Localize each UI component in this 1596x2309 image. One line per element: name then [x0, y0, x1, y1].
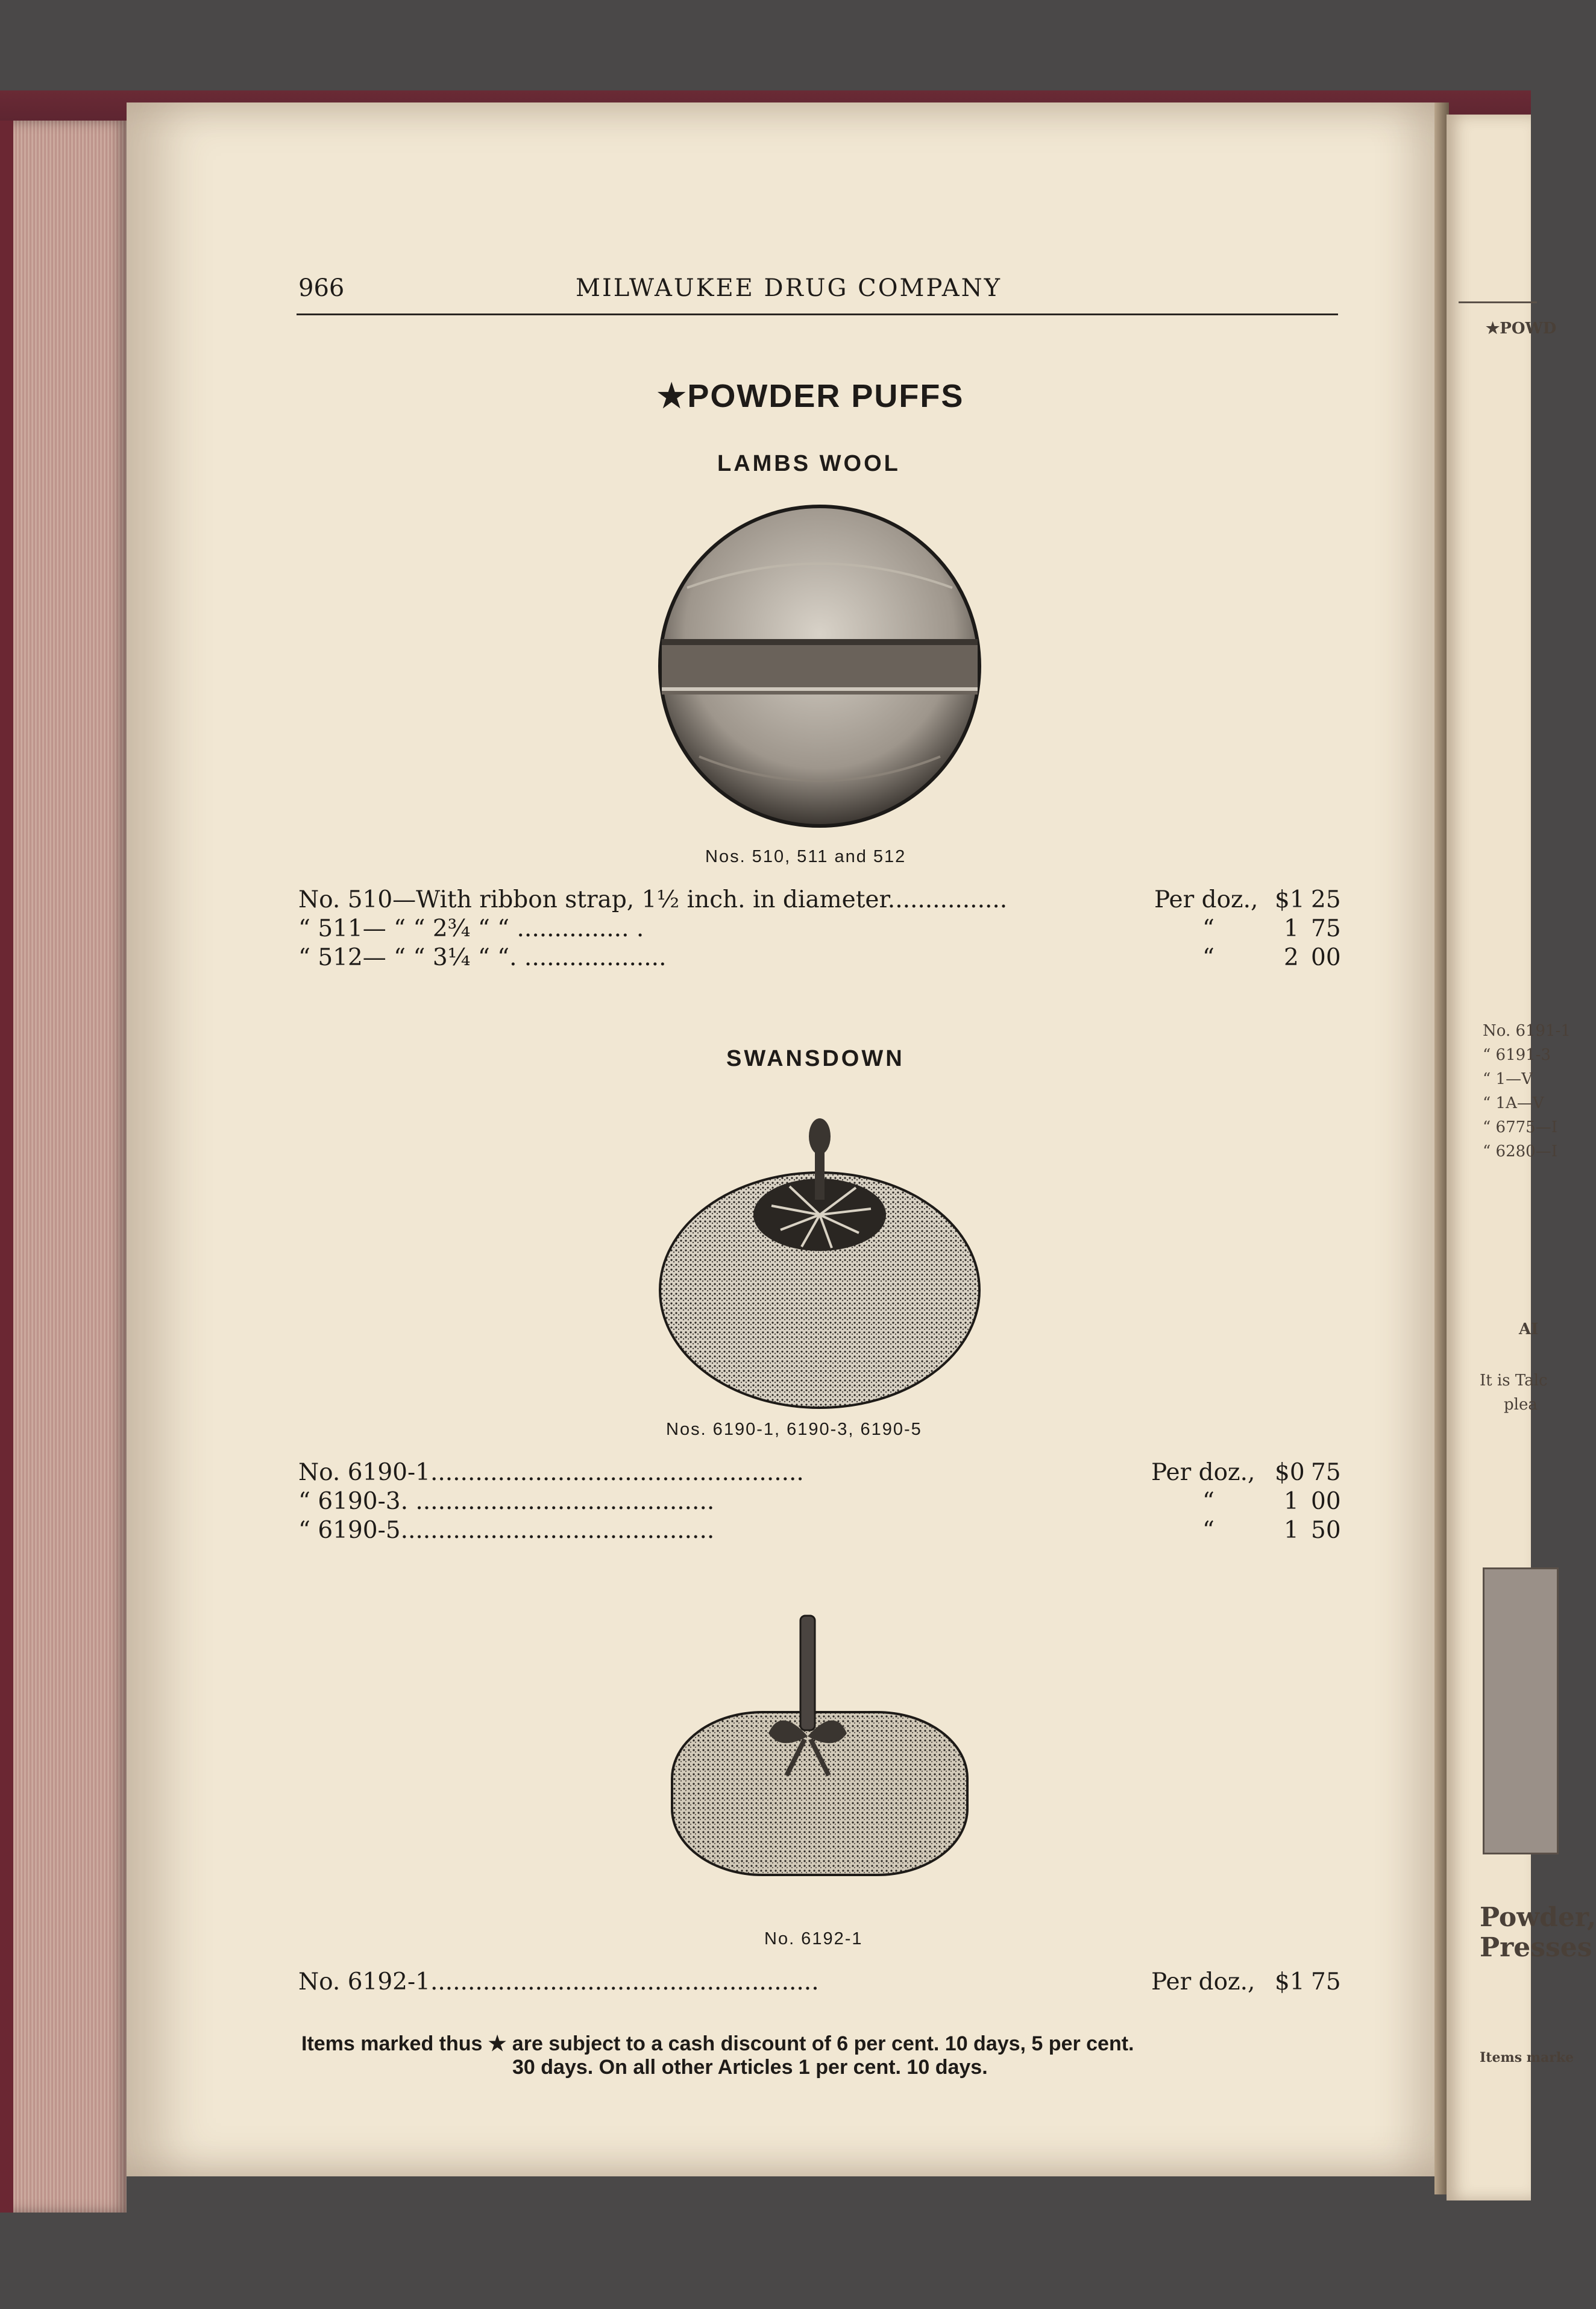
price-unit: Per doz.,	[1154, 886, 1258, 913]
adjacent-photo	[1483, 1567, 1559, 1854]
price-dollars: $1	[1275, 1968, 1305, 1996]
item-description: No. 6192-1....................................................	[298, 1968, 819, 1996]
adjacent-heading: Presses	[1480, 1932, 1592, 1963]
adjacent-page	[1447, 115, 1596, 2200]
price-unit: “	[1202, 1488, 1214, 1515]
price-row	[298, 1968, 1341, 1997]
adjacent-header-rule	[1459, 301, 1537, 303]
caption-6192: No. 6192-1	[764, 1929, 863, 1948]
adjacent-list-item: “ 1A—V	[1483, 1094, 1544, 1112]
item-description: “ 6190-5..........................................	[298, 1517, 715, 1544]
price-dollars: $1	[1275, 886, 1305, 913]
price-row	[298, 1488, 1341, 1517]
price-cents: 00	[1311, 944, 1341, 971]
adjacent-list-item: “ 6280—I	[1483, 1142, 1557, 1161]
price-cents: 25	[1311, 886, 1341, 913]
adjacent-list-item: No. 6191-1	[1483, 1022, 1571, 1040]
price-dollars: 2	[1284, 944, 1299, 971]
running-header: MILWAUKEE DRUG COMPANY	[576, 274, 1002, 302]
price-cents: 75	[1311, 1968, 1341, 1996]
price-row	[298, 944, 1341, 973]
subtitle-lambs-wool: LAMBS WOOL	[717, 451, 900, 476]
caption-lambs-wool: Nos. 510, 511 and 512	[705, 847, 906, 866]
lambs-wool-puff-illustration-icon	[651, 503, 988, 829]
price-unit: “	[1202, 915, 1214, 942]
item-description: No. 510—With ribbon strap, 1½ inch. in diameter................	[298, 886, 1008, 913]
adjacent-list-item: “ 1—V	[1483, 1070, 1533, 1088]
swansdown-puff-with-bow-handle-illustration-icon	[663, 1604, 976, 1905]
price-dollars: $0	[1275, 1459, 1305, 1486]
price-cents: 75	[1311, 915, 1341, 942]
adjacent-side-text: It is Talc	[1480, 1372, 1548, 1390]
section-title: ★POWDER PUFFS	[657, 378, 964, 414]
header-rule	[297, 313, 1338, 315]
adjacent-list-item: “ 6775—I	[1483, 1118, 1557, 1136]
price-dollars: 1	[1284, 915, 1299, 942]
price-unit: Per doz.,	[1151, 1459, 1255, 1486]
price-dollars: 1	[1284, 1517, 1299, 1544]
adjacent-side-text: plea	[1504, 1396, 1538, 1414]
price-dollars: 1	[1284, 1488, 1299, 1515]
subtitle-swansdown: SWANSDOWN	[726, 1046, 905, 1071]
price-cents: 75	[1311, 1459, 1341, 1486]
page-edges	[0, 121, 127, 2213]
price-row	[298, 915, 1341, 944]
swansdown-puff-with-knob-illustration-icon	[651, 1109, 988, 1411]
adjacent-list-item: “ 6191-3	[1483, 1046, 1551, 1064]
adjacent-note: Items marke	[1480, 2050, 1574, 2065]
price-unit: “	[1202, 944, 1214, 971]
adjacent-heading: Powder,	[1480, 1902, 1596, 1933]
page-number: 966	[298, 274, 345, 302]
item-description: No. 6190-1..................................................	[298, 1459, 804, 1486]
discount-note-line-2: 30 days. On all other Articles 1 per cent. 10 days.	[512, 2056, 988, 2079]
caption-swansdown: Nos. 6190-1, 6190-3, 6190-5	[666, 1420, 922, 1439]
item-description: “ 512— “ “ 3¼ “ “. ...................	[298, 944, 667, 971]
price-row	[298, 886, 1341, 915]
price-row	[298, 1517, 1341, 1546]
item-description: “ 6190-3. ........................................	[298, 1488, 715, 1515]
adjacent-side-text: AI	[1519, 1320, 1539, 1338]
item-description: “ 511— “ “ 2¾ “ “ ............... .	[298, 915, 644, 942]
price-unit: “	[1202, 1517, 1214, 1544]
discount-note-line-1: Items marked thus ★ are subject to a cash discount of 6 per cent. 10 days, 5 per cent.	[301, 2032, 1134, 2055]
price-unit: Per doz.,	[1151, 1968, 1255, 1996]
price-row	[298, 1459, 1341, 1488]
price-cents: 50	[1311, 1517, 1341, 1544]
price-cents: 00	[1311, 1488, 1341, 1515]
adjacent-header: ★POWD	[1486, 320, 1557, 338]
book-cover-left	[0, 121, 13, 2213]
